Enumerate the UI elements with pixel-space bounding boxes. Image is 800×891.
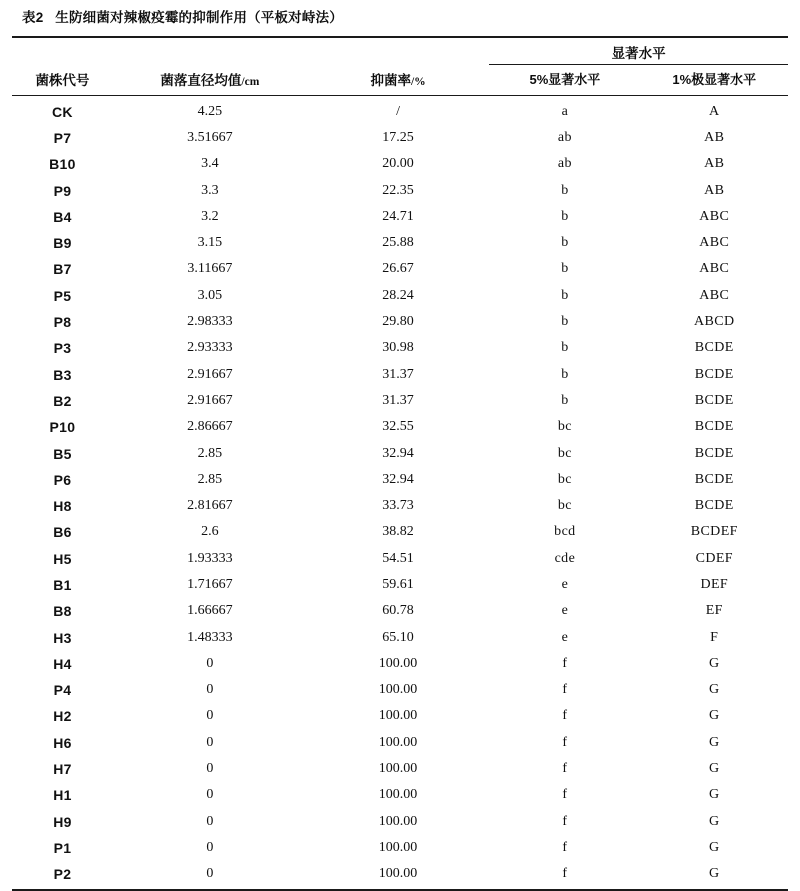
cell-code: P7 [12, 125, 113, 151]
cell-sig5: f [489, 703, 640, 729]
cell-sig5: f [489, 677, 640, 703]
table-container [12, 36, 788, 891]
table-head [12, 37, 788, 96]
cell-sig1: G [641, 809, 788, 835]
cell-rate: 32.94 [307, 440, 489, 466]
table-row [12, 677, 788, 703]
table-body [12, 95, 788, 889]
cell-code: P5 [12, 283, 113, 309]
cell-sig5: bc [489, 467, 640, 493]
cell-rate: 100.00 [307, 861, 489, 889]
cell-diameter: 2.85 [113, 440, 307, 466]
cell-sig1: EF [641, 598, 788, 624]
cell-code: B8 [12, 598, 113, 624]
cell-rate: 32.94 [307, 467, 489, 493]
cell-sig5: bc [489, 493, 640, 519]
cell-sig5: e [489, 598, 640, 624]
cell-sig1: AB [641, 125, 788, 151]
cell-code: P9 [12, 177, 113, 203]
cell-diameter: 2.6 [113, 519, 307, 545]
cell-sig5: f [489, 782, 640, 808]
cell-sig5: f [489, 651, 640, 677]
cell-sig1: BCDE [641, 440, 788, 466]
table-row [12, 151, 788, 177]
cell-sig5: b [489, 256, 640, 282]
cell-sig1: CDEF [641, 546, 788, 572]
cell-diameter: 2.81667 [113, 493, 307, 519]
cell-rate: 30.98 [307, 335, 489, 361]
cell-diameter: 2.93333 [113, 335, 307, 361]
table-row [12, 493, 788, 519]
table-row [12, 782, 788, 808]
cell-diameter: 2.85 [113, 467, 307, 493]
cell-sig1: G [641, 782, 788, 808]
cell-diameter: 3.15 [113, 230, 307, 256]
cell-sig5: f [489, 756, 640, 782]
column-header-diameter-label: 菌落直径均值 [160, 73, 241, 88]
cell-code: B2 [12, 388, 113, 414]
table-row [12, 651, 788, 677]
cell-diameter: 1.71667 [113, 572, 307, 598]
cell-sig5: ab [489, 151, 640, 177]
cell-sig1: ABC [641, 204, 788, 230]
cell-diameter: 1.93333 [113, 546, 307, 572]
cell-rate: 22.35 [307, 177, 489, 203]
cell-sig5: bcd [489, 519, 640, 545]
cell-rate: 60.78 [307, 598, 489, 624]
cell-sig5: b [489, 177, 640, 203]
table-row [12, 125, 788, 151]
cell-diameter: 3.3 [113, 177, 307, 203]
cell-rate: 100.00 [307, 703, 489, 729]
cell-rate: 17.25 [307, 125, 489, 151]
column-header-sig1: 1%极显著水平 [641, 64, 788, 95]
cell-sig1: G [641, 730, 788, 756]
cell-sig5: cde [489, 546, 640, 572]
cell-diameter: 0 [113, 730, 307, 756]
cell-sig1: G [641, 703, 788, 729]
inhibition-table [12, 36, 788, 890]
cell-rate: 31.37 [307, 388, 489, 414]
cell-code: B7 [12, 256, 113, 282]
cell-rate: 65.10 [307, 624, 489, 650]
cell-diameter: 0 [113, 677, 307, 703]
cell-code: CK [12, 95, 113, 125]
cell-diameter: 0 [113, 809, 307, 835]
cell-diameter: 2.86667 [113, 414, 307, 440]
cell-rate: 100.00 [307, 651, 489, 677]
cell-sig1: DEF [641, 572, 788, 598]
cell-diameter: 0 [113, 703, 307, 729]
cell-sig1: ABC [641, 230, 788, 256]
cell-rate: 20.00 [307, 151, 489, 177]
cell-diameter: 1.66667 [113, 598, 307, 624]
cell-sig1: ABCD [641, 309, 788, 335]
cell-code: B9 [12, 230, 113, 256]
cell-sig1: A [641, 95, 788, 125]
column-header-sig5: 5%显著水平 [489, 64, 640, 95]
cell-code: H1 [12, 782, 113, 808]
cell-diameter: 2.91667 [113, 388, 307, 414]
cell-code: P4 [12, 677, 113, 703]
table-row [12, 283, 788, 309]
cell-sig5: b [489, 309, 640, 335]
table-row [12, 730, 788, 756]
cell-rate: 38.82 [307, 519, 489, 545]
cell-code: H8 [12, 493, 113, 519]
cell-code: H9 [12, 809, 113, 835]
cell-sig1: G [641, 677, 788, 703]
cell-code: H7 [12, 756, 113, 782]
cell-code: H2 [12, 703, 113, 729]
cell-sig5: b [489, 388, 640, 414]
cell-code: H3 [12, 624, 113, 650]
column-header-code-label: 菌株代号 [35, 73, 89, 88]
cell-rate: 29.80 [307, 309, 489, 335]
table-caption: 表2 生防细菌对辣椒疫霉的抑制作用（平板对峙法） [12, 0, 788, 36]
cell-code: B4 [12, 204, 113, 230]
cell-rate: 32.55 [307, 414, 489, 440]
cell-rate: 100.00 [307, 782, 489, 808]
cell-sig1: BCDE [641, 493, 788, 519]
cell-sig1: G [641, 651, 788, 677]
cell-rate: 59.61 [307, 572, 489, 598]
cell-sig5: a [489, 95, 640, 125]
cell-rate: 100.00 [307, 835, 489, 861]
cell-diameter: 2.98333 [113, 309, 307, 335]
column-header-rate-label: 抑菌率 [370, 73, 411, 88]
cell-rate: 25.88 [307, 230, 489, 256]
cell-diameter: 3.2 [113, 204, 307, 230]
cell-diameter: 3.05 [113, 283, 307, 309]
cell-sig5: b [489, 204, 640, 230]
cell-code: P1 [12, 835, 113, 861]
cell-code: B6 [12, 519, 113, 545]
cell-rate: 54.51 [307, 546, 489, 572]
cell-diameter: 0 [113, 835, 307, 861]
table-row [12, 230, 788, 256]
column-header-diameter [113, 37, 307, 96]
cell-code: B3 [12, 361, 113, 387]
cell-sig5: f [489, 730, 640, 756]
cell-sig1: F [641, 624, 788, 650]
table-row [12, 598, 788, 624]
table-row [12, 809, 788, 835]
cell-code: B5 [12, 440, 113, 466]
cell-diameter: 1.48333 [113, 624, 307, 650]
column-header-code [12, 37, 113, 96]
cell-rate: 100.00 [307, 677, 489, 703]
cell-sig5: b [489, 283, 640, 309]
table-row [12, 861, 788, 889]
cell-diameter: 0 [113, 651, 307, 677]
cell-sig1: BCDE [641, 467, 788, 493]
header-group-row [12, 37, 788, 65]
cell-diameter: 0 [113, 861, 307, 889]
cell-code: P3 [12, 335, 113, 361]
table-row [12, 835, 788, 861]
cell-rate: 33.73 [307, 493, 489, 519]
cell-code: P10 [12, 414, 113, 440]
table-row [12, 177, 788, 203]
table-row [12, 467, 788, 493]
cell-rate: 28.24 [307, 283, 489, 309]
cell-sig1: G [641, 756, 788, 782]
column-header-rate-unit: /% [411, 76, 426, 88]
cell-sig5: f [489, 861, 640, 889]
table-row [12, 95, 788, 125]
cell-sig1: ABC [641, 256, 788, 282]
table-row [12, 256, 788, 282]
column-header-rate [307, 37, 489, 96]
cell-sig5: ab [489, 125, 640, 151]
cell-sig1: G [641, 861, 788, 889]
cell-sig1: BCDEF [641, 519, 788, 545]
cell-sig1: BCDE [641, 414, 788, 440]
cell-diameter: 3.4 [113, 151, 307, 177]
table-row [12, 546, 788, 572]
table-row [12, 572, 788, 598]
cell-sig1: BCDE [641, 361, 788, 387]
cell-sig1: ABC [641, 283, 788, 309]
cell-code: H4 [12, 651, 113, 677]
table-row [12, 204, 788, 230]
table-row [12, 361, 788, 387]
cell-rate: 100.00 [307, 809, 489, 835]
cell-code: P2 [12, 861, 113, 889]
cell-sig1: AB [641, 151, 788, 177]
cell-diameter: 2.91667 [113, 361, 307, 387]
table-row [12, 335, 788, 361]
cell-code: B1 [12, 572, 113, 598]
cell-sig1: G [641, 835, 788, 861]
table-row [12, 414, 788, 440]
cell-rate: 26.67 [307, 256, 489, 282]
cell-rate: 31.37 [307, 361, 489, 387]
table-row [12, 309, 788, 335]
cell-diameter: 0 [113, 782, 307, 808]
cell-sig1: AB [641, 177, 788, 203]
cell-code: P8 [12, 309, 113, 335]
cell-sig5: e [489, 572, 640, 598]
cell-code: H5 [12, 546, 113, 572]
cell-sig1: BCDE [641, 335, 788, 361]
cell-code: B10 [12, 151, 113, 177]
cell-code: P6 [12, 467, 113, 493]
cell-rate: 100.00 [307, 756, 489, 782]
cell-diameter: 4.25 [113, 95, 307, 125]
table-row [12, 756, 788, 782]
cell-sig5: b [489, 230, 640, 256]
table-row [12, 519, 788, 545]
table-row [12, 440, 788, 466]
cell-sig5: bc [489, 440, 640, 466]
table-row [12, 388, 788, 414]
cell-diameter: 0 [113, 756, 307, 782]
cell-diameter: 3.51667 [113, 125, 307, 151]
cell-rate: 24.71 [307, 204, 489, 230]
cell-sig5: b [489, 335, 640, 361]
cell-sig1: BCDE [641, 388, 788, 414]
column-header-significance-group: 显著水平 [489, 37, 788, 65]
cell-sig5: f [489, 835, 640, 861]
cell-sig5: bc [489, 414, 640, 440]
column-header-diameter-unit: /cm [241, 76, 259, 88]
cell-diameter: 3.11667 [113, 256, 307, 282]
table-row [12, 703, 788, 729]
cell-code: H6 [12, 730, 113, 756]
cell-sig5: f [489, 809, 640, 835]
cell-rate: 100.00 [307, 730, 489, 756]
table-row [12, 624, 788, 650]
cell-sig5: b [489, 361, 640, 387]
cell-rate: / [307, 95, 489, 125]
cell-sig5: e [489, 624, 640, 650]
